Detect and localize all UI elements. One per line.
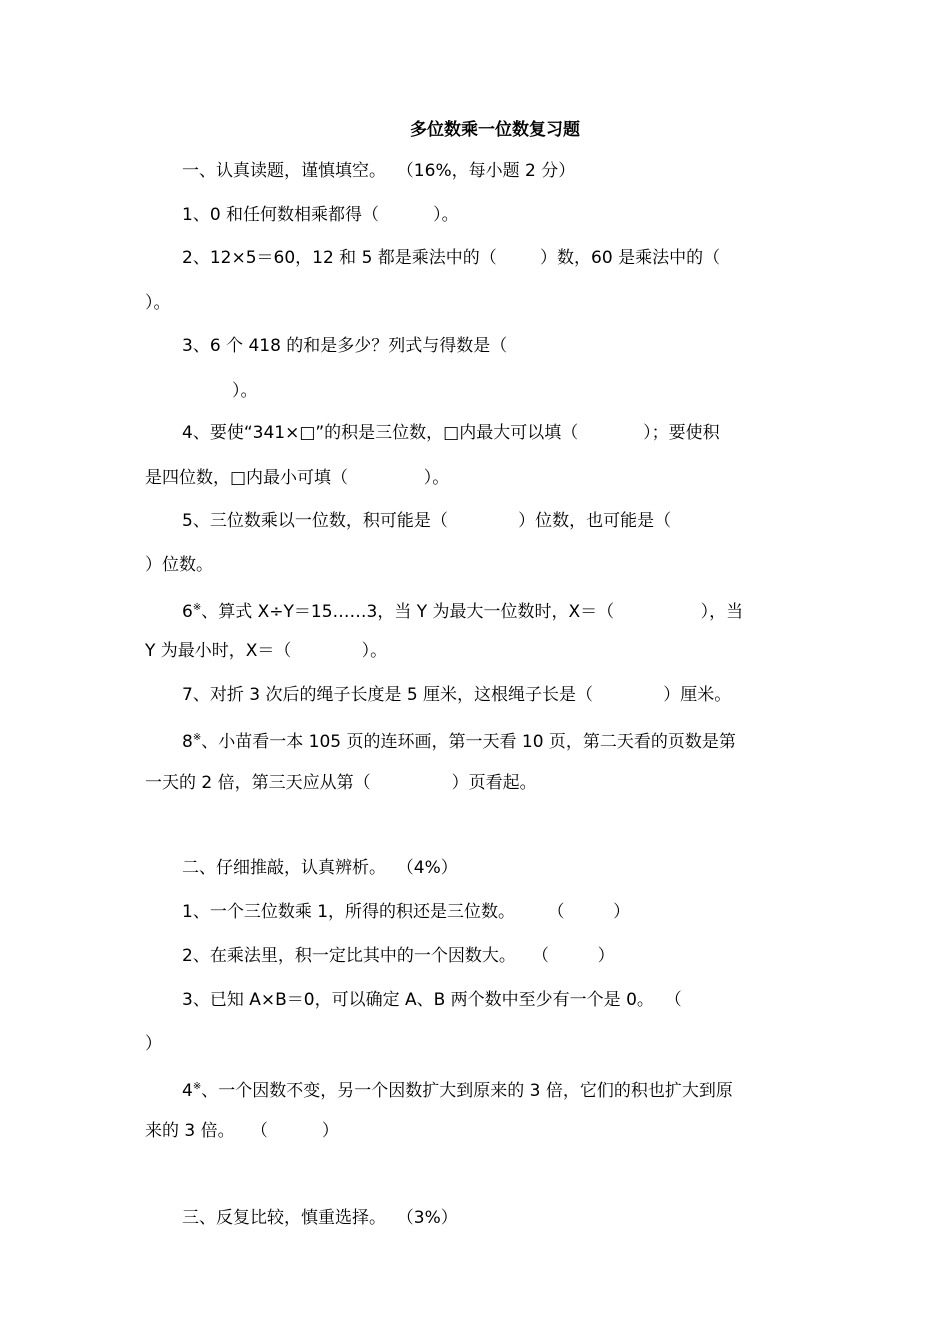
star-mark: ※ <box>192 732 202 743</box>
star-mark: ※ <box>192 1081 202 1092</box>
s1-question-6-cont: Y 为最小时，X＝（ ）。 <box>145 641 388 661</box>
s1-question-3: 3、6 个 418 的和是多少？列式与得数是（ <box>182 336 508 356</box>
s1-question-5-cont: ）位数。 <box>145 555 213 575</box>
s1-question-8 <box>182 727 736 753</box>
page-title: 多位数乘一位数复习题 <box>410 120 580 140</box>
section2-heading: 二、仔细推敲，认真辨析。 （4%） <box>182 858 458 878</box>
question-text: 、一个因数不变，另一个因数扩大到原来的 3 倍，它们的积也扩大到原 <box>201 1081 733 1101</box>
star-mark: ※ <box>192 602 202 613</box>
s2-question-3-cont: ） <box>145 1034 162 1054</box>
s1-question-4-cont: 是四位数，□内最小可填（ ）。 <box>145 468 450 488</box>
s2-question-4 <box>182 1076 733 1102</box>
s1-question-2-cont: ）。 <box>145 293 171 313</box>
s1-question-3-cont: ）。 <box>232 381 258 401</box>
question-number: 6 <box>182 602 193 622</box>
question-number: 8 <box>182 732 193 752</box>
question-text: 、算式 X÷Y＝15……3，当 Y 为最大一位数时，X＝（ ），当 <box>201 602 744 622</box>
s1-question-5: 5、三位数乘以一位数，积可能是（ ）位数，也可能是（ <box>182 511 672 531</box>
question-number: 4 <box>182 1081 193 1101</box>
s2-question-2: 2、在乘法里，积一定比其中的一个因数大。 （ ） <box>182 946 615 966</box>
s2-question-1: 1、一个三位数乘 1，所得的积还是三位数。 （ ） <box>182 902 631 922</box>
s2-question-4-cont: 来的 3 倍。 （ ） <box>145 1121 339 1141</box>
s1-question-8-cont: 一天的 2 倍，第三天应从第（ ）页看起。 <box>145 773 537 793</box>
s1-question-4: 4、要使“341×□”的积是三位数，□内最大可以填（ ）；要使积 <box>182 423 720 443</box>
s1-question-7: 7、对折 3 次后的绳子长度是 5 厘米，这根绳子长是（ ）厘米。 <box>182 685 732 705</box>
s1-question-6 <box>182 597 743 623</box>
question-text: 、小苗看一本 105 页的连环画，第一天看 10 页，第二天看的页数是第 <box>201 732 736 752</box>
section3-heading: 三、反复比较，慎重选择。 （3%） <box>182 1208 458 1228</box>
s2-question-3: 3、已知 A×B＝0，可以确定 A、B 两个数中至少有一个是 0。 （ <box>182 990 682 1010</box>
s1-question-1: 1、0 和任何数相乘都得（ ）。 <box>182 205 459 225</box>
section1-heading: 一、认真读题，谨慎填空。 （16%，每小题 2 分） <box>182 161 576 181</box>
s1-question-2: 2、12×5＝60，12 和 5 都是乘法中的（ ）数，60 是乘法中的（ <box>182 248 721 268</box>
